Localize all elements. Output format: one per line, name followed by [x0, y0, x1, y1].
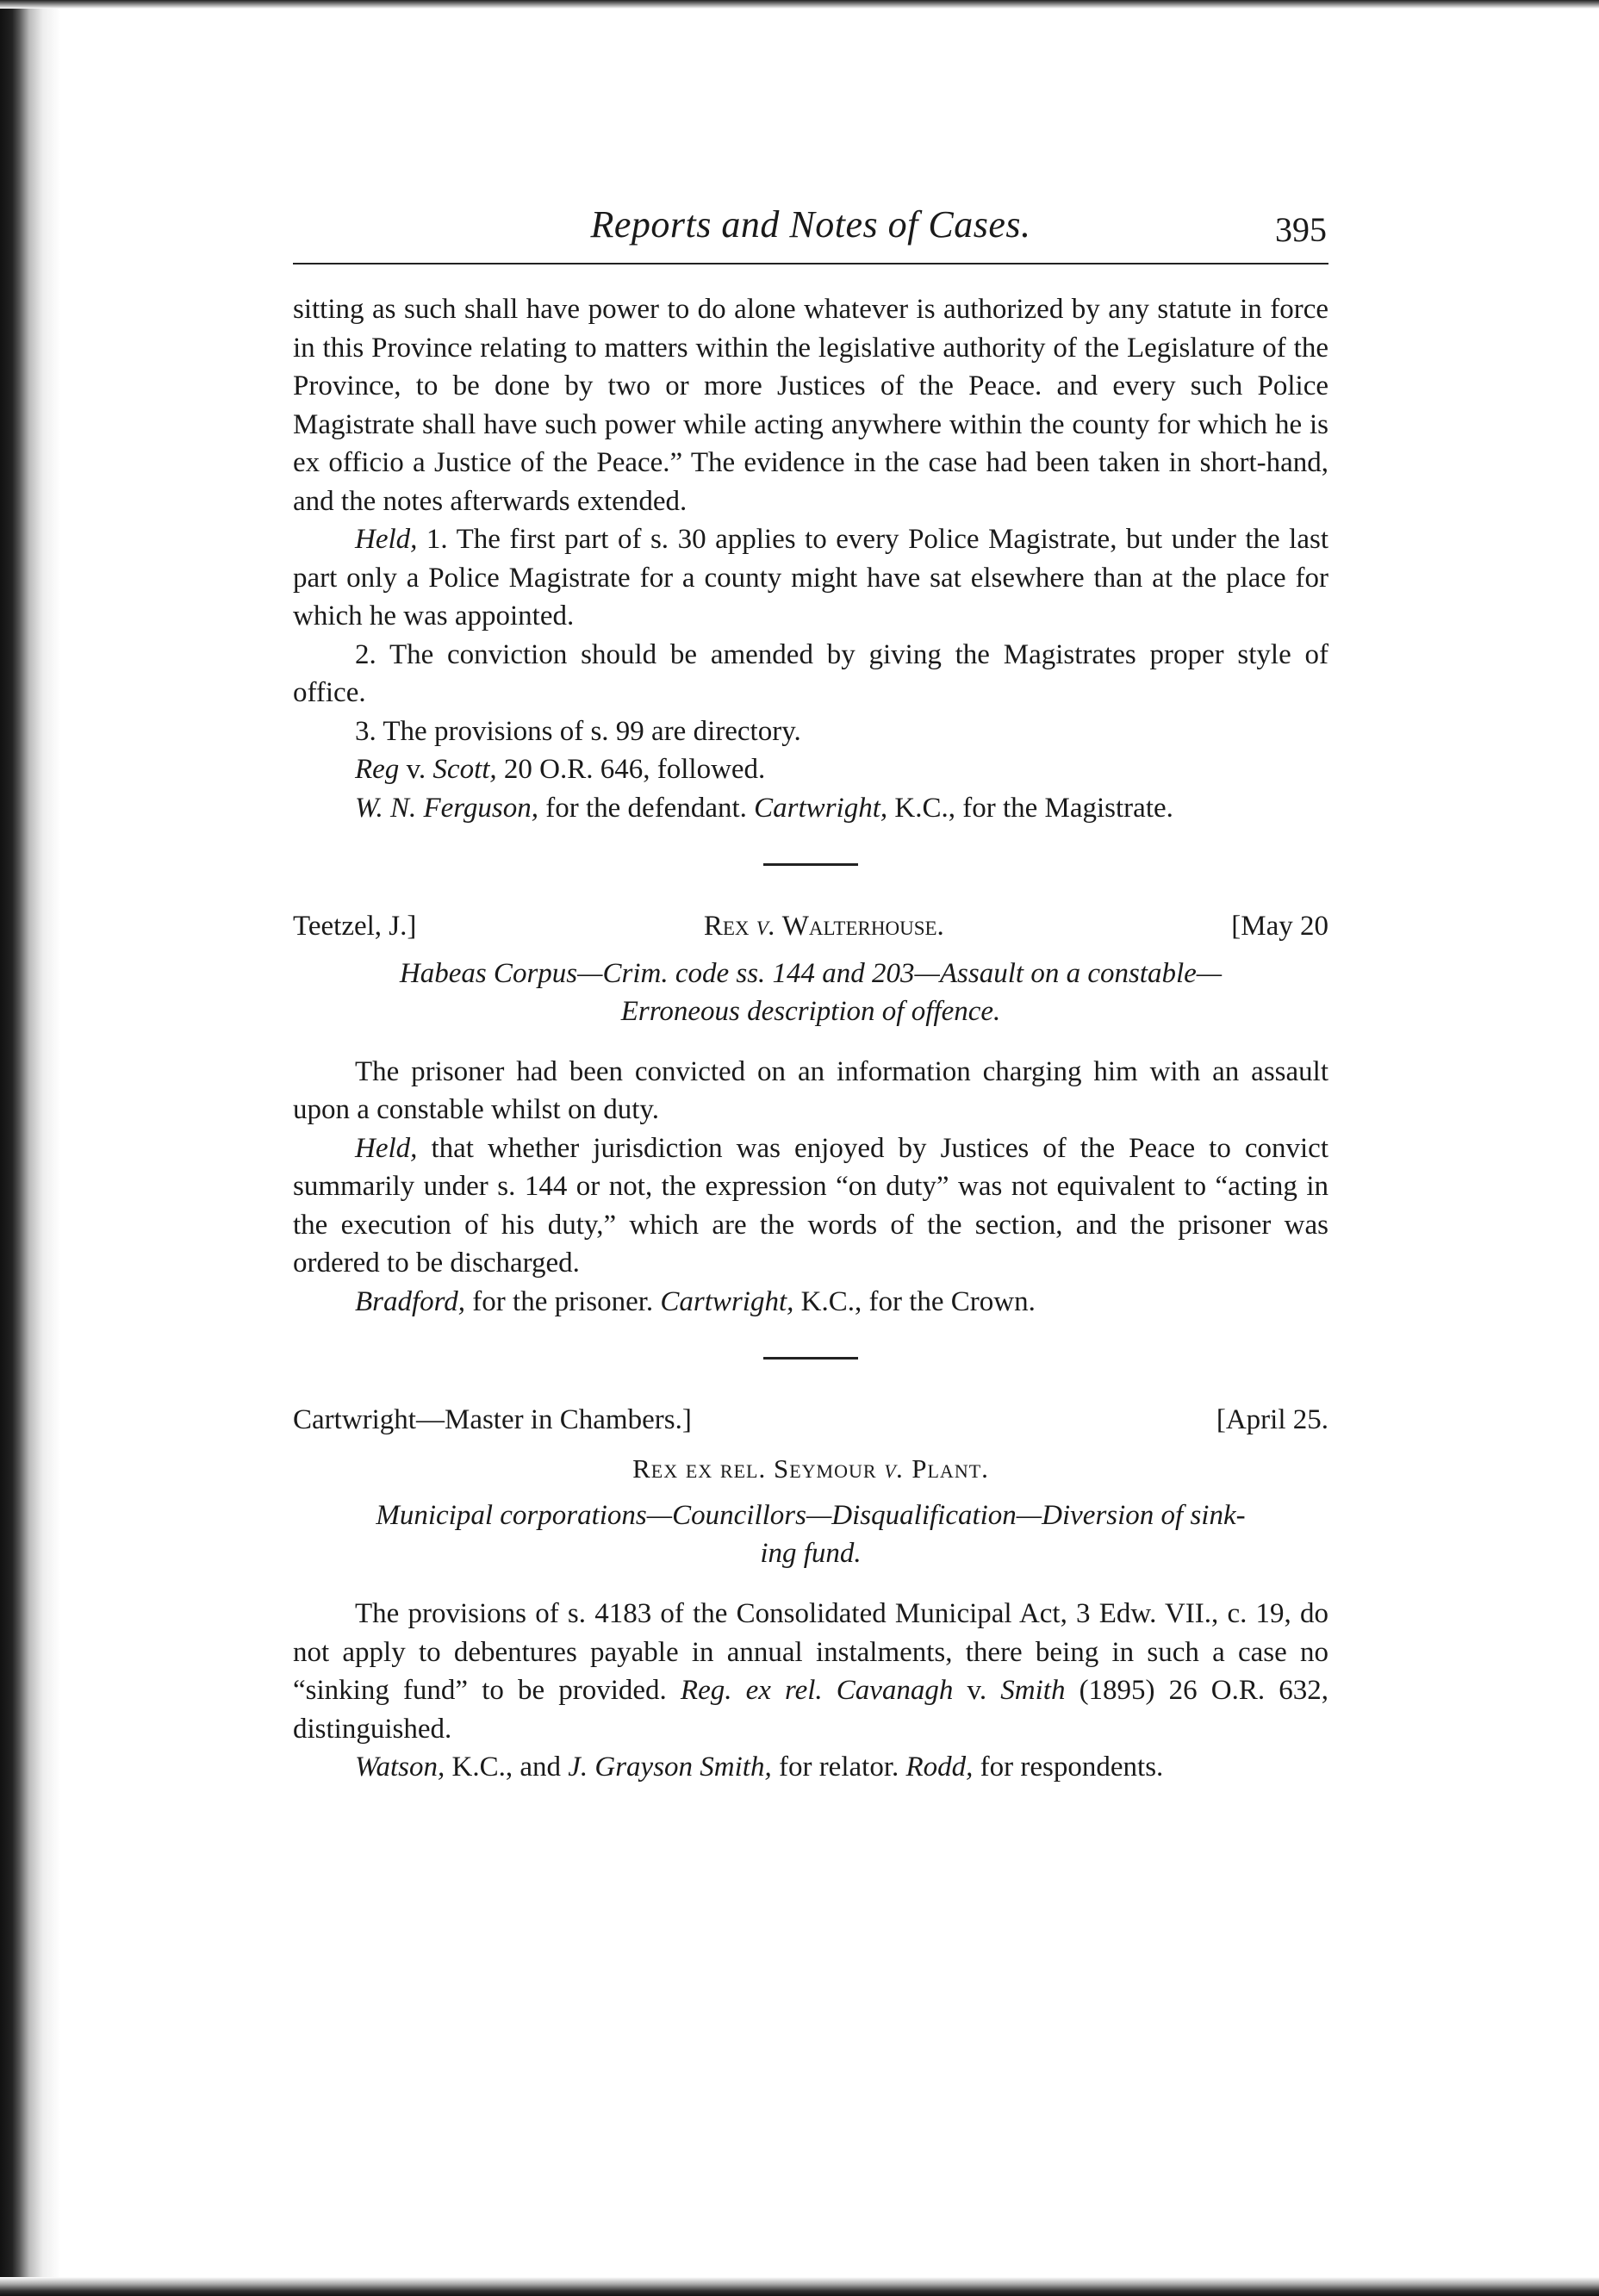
cite-rest: 20 O.R. 646, followed.	[496, 754, 766, 785]
page-header	[293, 194, 1328, 264]
running-title: Reports and Notes of Cases.	[590, 203, 1031, 246]
counsel-b: Cartwright,	[660, 1285, 794, 1317]
counsel-paragraph	[293, 789, 1328, 828]
cite-case: Reg. ex rel. Cavanagh	[680, 1675, 954, 1706]
case-text: The provisions of s. 4183 of the Consolidated Municipal Act, 3 Edw. VII., c. 19, do not apply to debentures payable in annual instalments, there being in such a case no “sinking fund” to be provided.	[293, 1598, 1328, 1706]
held-paragraph-1	[293, 520, 1328, 636]
held-text: 1. The first part of s. 30 applies to every Police Magistrate, but under the last part only a Police Magistrate for a county might have sat elsewhere than at the place for which he was appointed.	[293, 524, 1328, 632]
case-date: [April 25.	[1216, 1404, 1328, 1435]
headnote-line: Habeas Corpus—Crim. code ss. 144 and 203—Assault on a constable—	[399, 957, 1223, 989]
case-title-party: Plant.	[904, 1453, 989, 1484]
counsel-b: Cartwright,	[754, 792, 888, 824]
continuation-paragraph: sitting as such shall have power to do alone whatever is authorized by any statute in force in this Province relating to matters within the legislative authority of the Legislature of the Province, to be done by two or more Justices of the Peace. and every such Police Magistrate shall have such power while acting anywhere within the county for which he is ex officio a Justice of the Peace.” The evidence in the case had been taken in short-hand, and the notes afterwards extended.	[293, 294, 1328, 517]
counsel-a-mid: K.C., and	[445, 1752, 569, 1783]
scan-edge-top	[0, 0, 1599, 9]
cite-party: Scott,	[432, 754, 497, 785]
counsel-a-rest: for the defendant.	[538, 792, 755, 824]
section-divider	[763, 1357, 858, 1360]
held-label: Held,	[355, 524, 418, 555]
case-paragraph: The prisoner had been convicted on an information charging him with an assault upon a constable whilst on duty.	[293, 1055, 1328, 1125]
held-label: Held,	[355, 1132, 418, 1164]
case-heading	[293, 1401, 1328, 1440]
case-headnote	[293, 1496, 1328, 1572]
headnote-line: Municipal corporations—Councillors—Disqualification—Diversion of sink-	[376, 1500, 1246, 1531]
case-title-prefix: Rex ex rel. Seymour	[632, 1453, 885, 1484]
cite-party: Smith	[1000, 1675, 1066, 1706]
counsel-a: W. N. Ferguson,	[355, 792, 538, 824]
case-paragraph	[293, 1595, 1328, 1748]
case-title-v: v.	[756, 911, 776, 942]
case-title-v: v.	[884, 1453, 905, 1484]
case-heading	[293, 907, 1328, 946]
held-paragraph-3: 3. The provisions of s. 99 are directory.	[355, 715, 801, 747]
counsel-b-rest: K.C., for the Crown.	[793, 1285, 1036, 1317]
case-judge: Cartwright—Master in Chambers.]	[293, 1404, 692, 1435]
counsel-paragraph	[293, 1283, 1328, 1322]
page-body	[293, 290, 1328, 1787]
headnote-line: ing fund.	[760, 1538, 862, 1569]
counsel-a-rest: for relator.	[771, 1752, 906, 1783]
held-paragraph-2: 2. The conviction should be amended by giving the Magistrates proper style of office.	[293, 638, 1328, 708]
counsel-b-rest: K.C., for the Magistrate.	[887, 792, 1173, 824]
counsel-a-rest: for the prisoner.	[465, 1285, 661, 1317]
counsel-paragraph	[293, 1748, 1328, 1787]
counsel-a: Watson,	[355, 1752, 445, 1783]
case-title	[293, 1450, 1328, 1489]
scan-edge-left	[0, 0, 60, 2296]
case-title-party: Walterhouse.	[775, 911, 944, 942]
cite-v: v.	[953, 1675, 1001, 1706]
section-divider	[763, 863, 858, 866]
scan-edge-bottom	[0, 2277, 1599, 2296]
counsel-a2: J. Grayson Smith,	[568, 1752, 772, 1783]
counsel-b-rest: for respondents.	[973, 1752, 1164, 1783]
case-title	[704, 907, 944, 946]
headnote-line: Erroneous description of offence.	[620, 995, 1001, 1027]
cite-rest: (1895) 26 O.R. 632, distinguished.	[293, 1675, 1328, 1745]
page	[293, 194, 1328, 1787]
case-headnote	[293, 955, 1328, 1030]
cite-case: Reg	[355, 754, 400, 785]
counsel-b: Rodd,	[905, 1752, 974, 1783]
case-judge: Teetzel, J.]	[293, 911, 417, 942]
held-text: that whether jurisdiction was enjoyed by Justices of the Peace to convict summarily under s. 144 or not, the expression “on duty” was not equivalent to “acting in the execution of his duty,” which are the words of the section, and the prisoner was ordered to be discharged.	[293, 1132, 1328, 1279]
citation-paragraph	[293, 750, 1328, 789]
case-date: [May 20	[1231, 911, 1328, 942]
cite-v: v.	[399, 754, 433, 785]
held-paragraph	[293, 1129, 1328, 1283]
case-title-prefix: Rex	[703, 911, 756, 942]
page-number: 395	[1275, 210, 1327, 249]
counsel-a: Bradford,	[355, 1285, 466, 1317]
